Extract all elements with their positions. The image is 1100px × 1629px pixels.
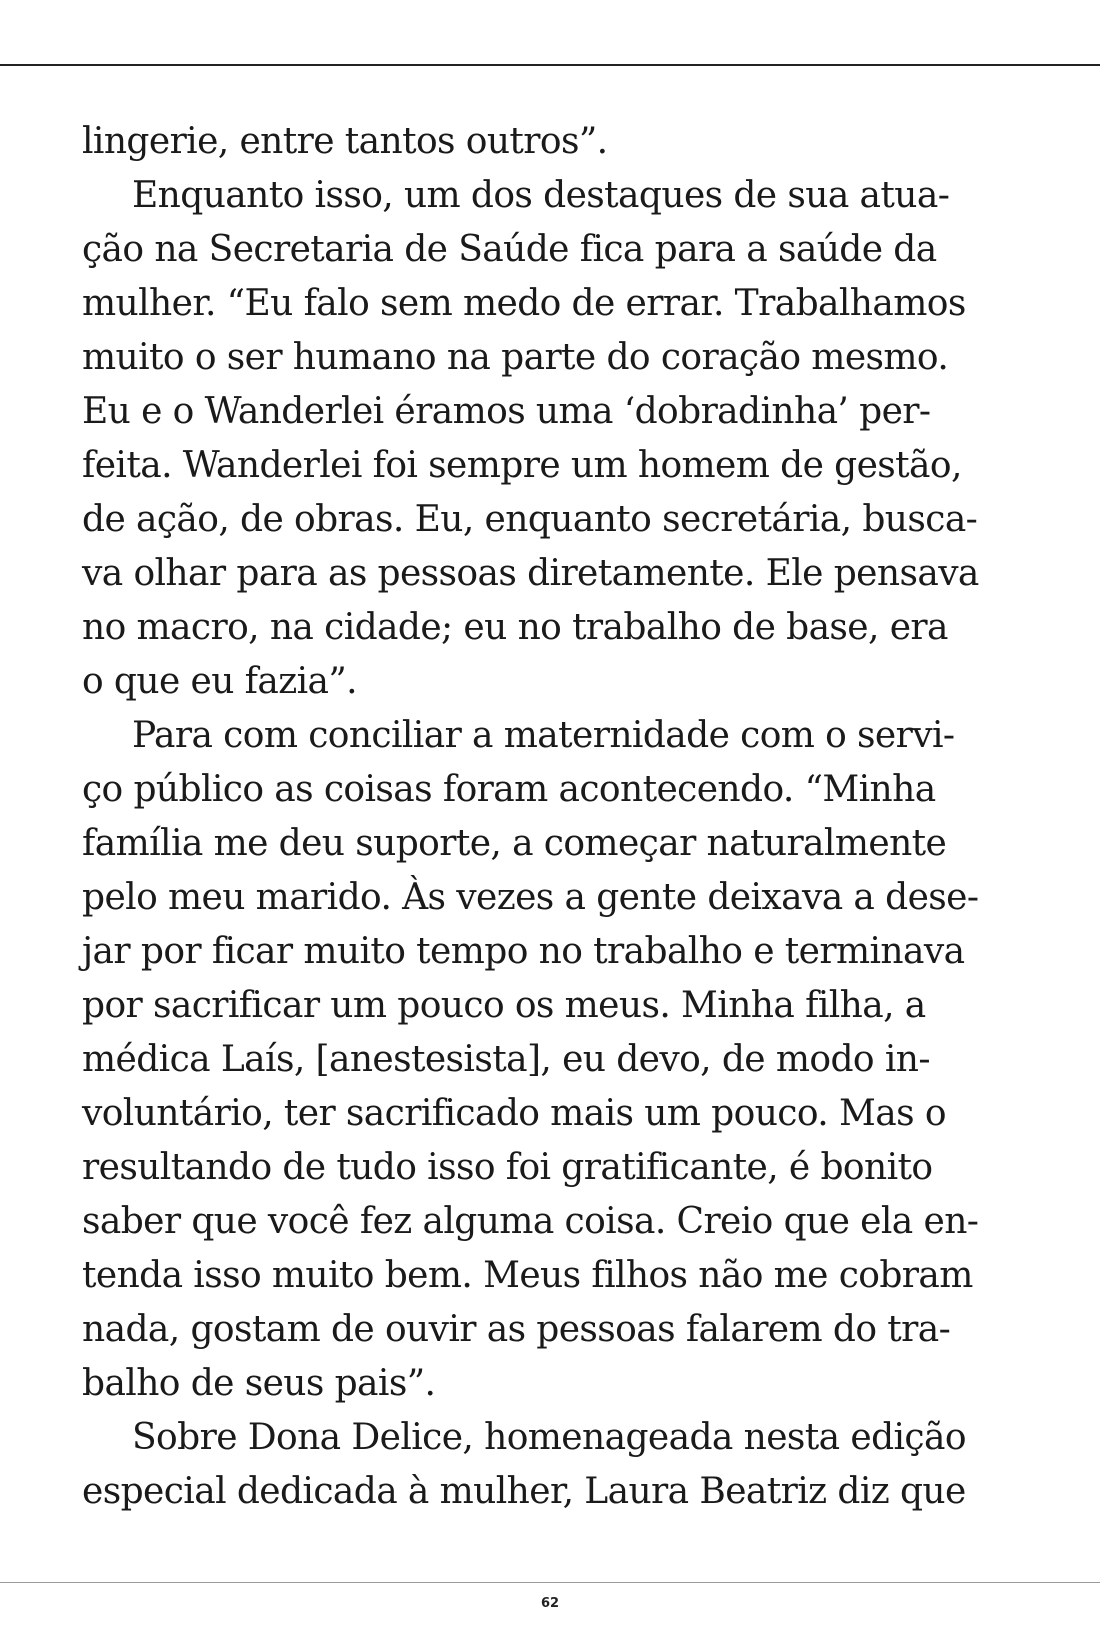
text-line: mulher. “Eu falo sem medo de errar. Trabalhamos [82,283,966,324]
page-number: 62 [540,1596,560,1611]
text-line: saber que você fez alguma coisa. Creio que ela en- [82,1201,979,1242]
text-line: de ação, de obras. Eu, enquanto secretária, busca- [82,499,978,540]
bottom-rule [0,1582,1100,1583]
text-line: Eu e o Wanderlei éramos uma ‘dobradinha’ per- [82,391,931,432]
text-line: balho de seus pais”. [82,1363,436,1404]
text-line: o que eu fazia”. [82,661,358,702]
text-line: muito o ser humano na parte do coração mesmo. [82,337,949,378]
text-line: Sobre Dona Delice, homenageada nesta edição [132,1417,966,1458]
top-rule [0,64,1100,66]
text-line: família me deu suporte, a começar naturalmente [82,823,947,864]
text-line: voluntário, ter sacrificado mais um pouco. Mas o [82,1093,946,1134]
body-text [82,115,1018,1519]
text-line: resultando de tudo isso foi gratificante, é bonito [82,1147,933,1188]
text-line: no macro, na cidade; eu no trabalho de base, era [82,607,948,648]
text-line: ção na Secretaria de Saúde fica para a saúde da [82,229,937,270]
text-line: tenda isso muito bem. Meus filhos não me cobram [82,1255,973,1296]
text-line: nada, gostam de ouvir as pessoas falarem do tra- [82,1309,951,1350]
text-line: lingerie, entre tantos outros”. [82,121,608,162]
text-line: médica Laís, [anestesista], eu devo, de modo in- [82,1039,930,1080]
text-line: jar por ficar muito tempo no trabalho e terminava [82,931,965,972]
text-line: por sacrificar um pouco os meus. Minha filha, a [82,985,926,1026]
text-line: Para com conciliar a maternidade com o servi- [132,715,955,756]
text-line: ço público as coisas foram acontecendo. “Minha [82,769,936,810]
text-line: feita. Wanderlei foi sempre um homem de gestão, [82,445,962,486]
text-line: pelo meu marido. Às vezes a gente deixava a dese- [82,877,979,918]
text-line: especial dedicada à mulher, Laura Beatriz diz que [82,1471,966,1512]
text-line: va olhar para as pessoas diretamente. Ele pensava [82,553,979,594]
text-line: Enquanto isso, um dos destaques de sua atua- [132,175,950,216]
